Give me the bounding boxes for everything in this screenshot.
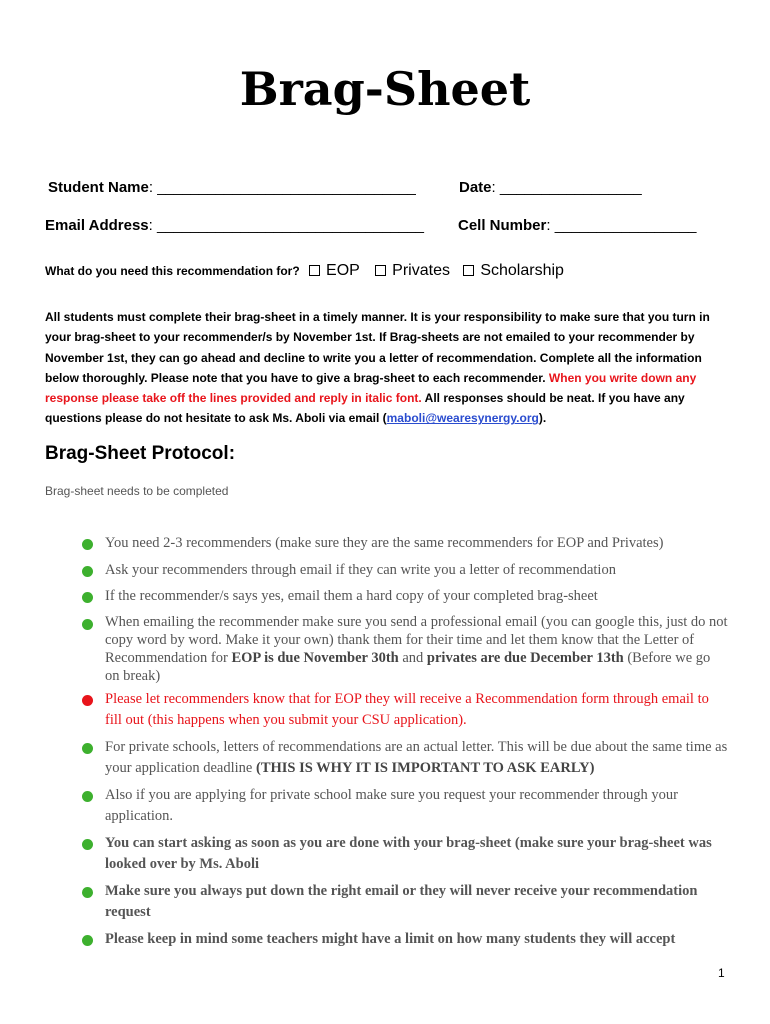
email-label: Email Address [45,217,149,234]
list-item: Also if you are applying for private school make sure you request your recommender through your application. [80,785,728,828]
date-label: Date [459,179,492,196]
option-privates[interactable]: Privates [375,262,450,279]
student-name-row [48,179,416,196]
page-number: 1 [718,966,725,980]
bullet-icon [82,695,93,706]
recommendation-purpose [45,262,564,280]
bullet-icon [82,839,93,850]
bullet-icon [82,935,93,946]
date-row [459,179,642,196]
protocol-subtitle: Brag-sheet needs to be completed [45,484,229,498]
student-name-label: Student Name [48,179,149,196]
bullet-icon [82,887,93,898]
bullet-icon [82,539,93,550]
option-scholarship[interactable]: Scholarship [463,262,564,279]
list-item: You need 2-3 recommenders (make sure they are the same recommenders for EOP and Privates) [80,533,728,555]
protocol-list [80,533,728,955]
cell-row [458,217,697,234]
purpose-question: What do you need this recommendation for? [45,264,300,278]
cell-label: Cell Number [458,217,547,234]
bullet-icon [82,743,93,754]
checkbox-scholarship[interactable] [463,265,474,276]
italic-instruction: When you write down any response please take off the lines provided and reply in italic font. [45,370,697,406]
list-item: Please let recommenders know that for EOP they will receive a Recommendation form through email to fill out (this happens when you submit your CSU application). [80,689,728,732]
student-name-field[interactable]: : _______________________________ [148,179,416,196]
list-item: Ask your recommenders through email if they can write you a letter of recommendation [80,560,728,582]
list-item: If the recommender/s says yes, email them a hard copy of your completed brag-sheet [80,586,728,608]
page-title: Brag-Sheet [239,62,531,116]
list-item: When emailing the recommender make sure you send a professional email (you can google this, just do not copy word by word. Make it your own) thank them for their time and let them know that the Letter of Recommendation for EOP is due November 30th and privates are due December 13th (Before we go on break) [80,613,728,685]
bullet-icon [82,619,93,630]
cell-field[interactable]: : _________________ [546,217,697,234]
email-field[interactable]: : ________________________________ [148,217,424,234]
checkbox-privates[interactable] [375,265,386,276]
protocol-heading: Brag-Sheet Protocol: [45,443,236,464]
email-row [45,217,424,234]
option-eop[interactable]: EOP [309,262,360,279]
email-link[interactable]: maboli@wearesynergy.org [386,411,539,426]
instructions-paragraph: All students must complete their brag-sheet in a timely manner. It is your responsibility to make sure that you turn in your brag-sheet to your recommender/s by November 1st. If Brag-sheets are not emailed to your recommender by November 1st, they can go ahead and decline to write you a letter of recommendation. Complete all the information below thoroughly. Please note that you have to give a brag-sheet to each recommender. When you write down any response please take off the lines provided and reply in italic font. All responses should be neat. If you have any questions please do not hesitate to ask Ms. Aboli via email (maboli@wearesynergy.org). [45,310,710,426]
list-item: Please keep in mind some teachers might have a limit on how many students they will accept [80,929,728,951]
list-item: You can start asking as soon as you are done with your brag-sheet (make sure your brag-sheet was looked over by Ms. Aboli [80,833,728,876]
bullet-icon [82,566,93,577]
checkbox-eop[interactable] [309,265,320,276]
date-field[interactable]: : _________________ [491,179,642,196]
list-item: For private schools, letters of recommendations are an actual letter. This will be due about the same time as your application deadline (THIS IS WHY IT IS IMPORTANT TO ASK EARLY) [80,737,728,780]
bullet-icon [82,592,93,603]
list-item: Make sure you always put down the right email or they will never receive your recommendation request [80,881,728,924]
bullet-icon [82,791,93,802]
